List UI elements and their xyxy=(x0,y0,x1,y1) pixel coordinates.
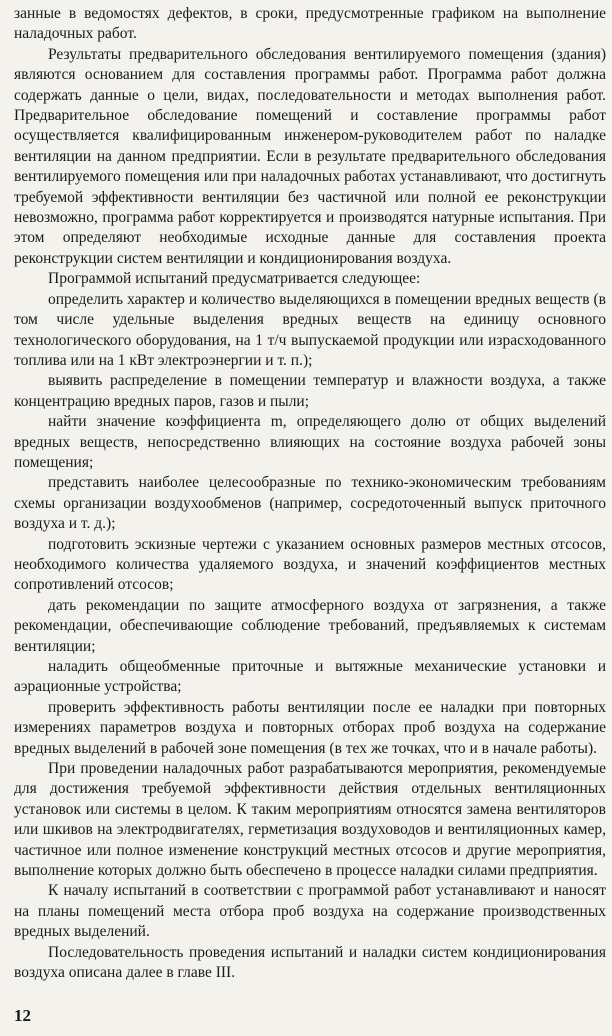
paragraph: занные в ведомостях дефектов, в сроки, предусмотренные графиком на выполнение наладочных работ. xyxy=(14,5,606,43)
page-number: 12 xyxy=(14,1006,31,1025)
list-item: проверить эффективность работы вентиляции после ее наладки при повторных измерениях параметров воздуха и повторных отборах проб воздуха на содержание вредных выделений в рабочей зоне помещения (в тех же точках, что и в начале работы). xyxy=(14,698,606,757)
paragraph: К началу испытаний в соответствии с программой работ устанавливают и наносят на планы помещений места отбора проб воздуха на содержание производственных вредных выделений. xyxy=(14,882,606,941)
list-item: выявить распределение в помещении температур и влажности воздуха, а также концентрацию вредных паров, газов и пыли; xyxy=(14,372,606,410)
list-item: подготовить эскизные чертежи с указанием основных размеров местных отсосов, необходимого количества удаляемого воздуха, и значений коэффициентов местных сопротивлений отсосов; xyxy=(14,535,606,594)
list-item: наладить общеобменные приточные и вытяжные механические установки и аэрационные устройства; xyxy=(14,658,606,696)
list-item: определить характер и количество выделяющихся в помещении вредных веществ (в том числе удельные выделения вредных веществ на единицу основного технологического оборудования, на 1 т/ч выпускаемой продукции или израсходованного топлива или на 1 кВт электроэнергии и т. п.); xyxy=(14,290,606,369)
paragraph: Программой испытаний предусматривается следующее: xyxy=(48,270,421,288)
paragraph: Результаты предварительного обследования вентилируемого помещения (здания) являются основанием для составления программы работ. Программа работ должна содержать данные о цели, видах, последовательности и методах выполнения работ. Предварительное обследование помещений и составление программы работ осуществляется квалифицированным инженером-руководителем работ по наладке вентиляции на данном предприятии. Если в результате предварительного обследования вентилируемого помещения или при наладочных работах устанавливают, что достигнуть требуемой эффективности вентиляции без частичной или полной ее реконструкции невозможно, программа работ корректируется и производятся натурные испытания. При этом определяют необходимые исходные данные для составления проекта реконструкции систем вентиляции и кондиционирования воздуха. xyxy=(14,45,606,267)
list-item: дать рекомендации по защите атмосферного воздуха от загрязнения, а также рекомендации, обеспечивающие соблюдение требований, предъявляемых к системам вентиляции; xyxy=(14,596,606,655)
list-item: найти значение коэффициента m, определяющего долю от общих выделений вредных веществ, непосредственно влияющих на состояние воздуха рабочей зоны помещения; xyxy=(14,413,606,471)
list-item: представить наиболее целесообразные по технико-экономическим требованиям схемы организации воздухообменов (например, сосредоточенный выпуск приточного воздуха и т. д.); xyxy=(14,474,606,533)
paragraph: Последовательность проведения испытаний и наладки систем кондиционирования воздуха описана далее в главе III. xyxy=(14,943,606,982)
paragraph: При проведении наладочных работ разрабатываются мероприятия, рекомендуемые для достижения требуемой эффективности действия отдельных вентиляционных установок или системы в целом. К таким мероприятиям относятся замена вентиляторов или шкивов на электродвигателях, герметизация воздуховодов и вентиляционных камер, частичное или полное изменение конструкций местных отсосов и другие мероприятия, выполнение которых должно быть обеспечено в процессе наладки силами предприятия. xyxy=(14,760,606,880)
